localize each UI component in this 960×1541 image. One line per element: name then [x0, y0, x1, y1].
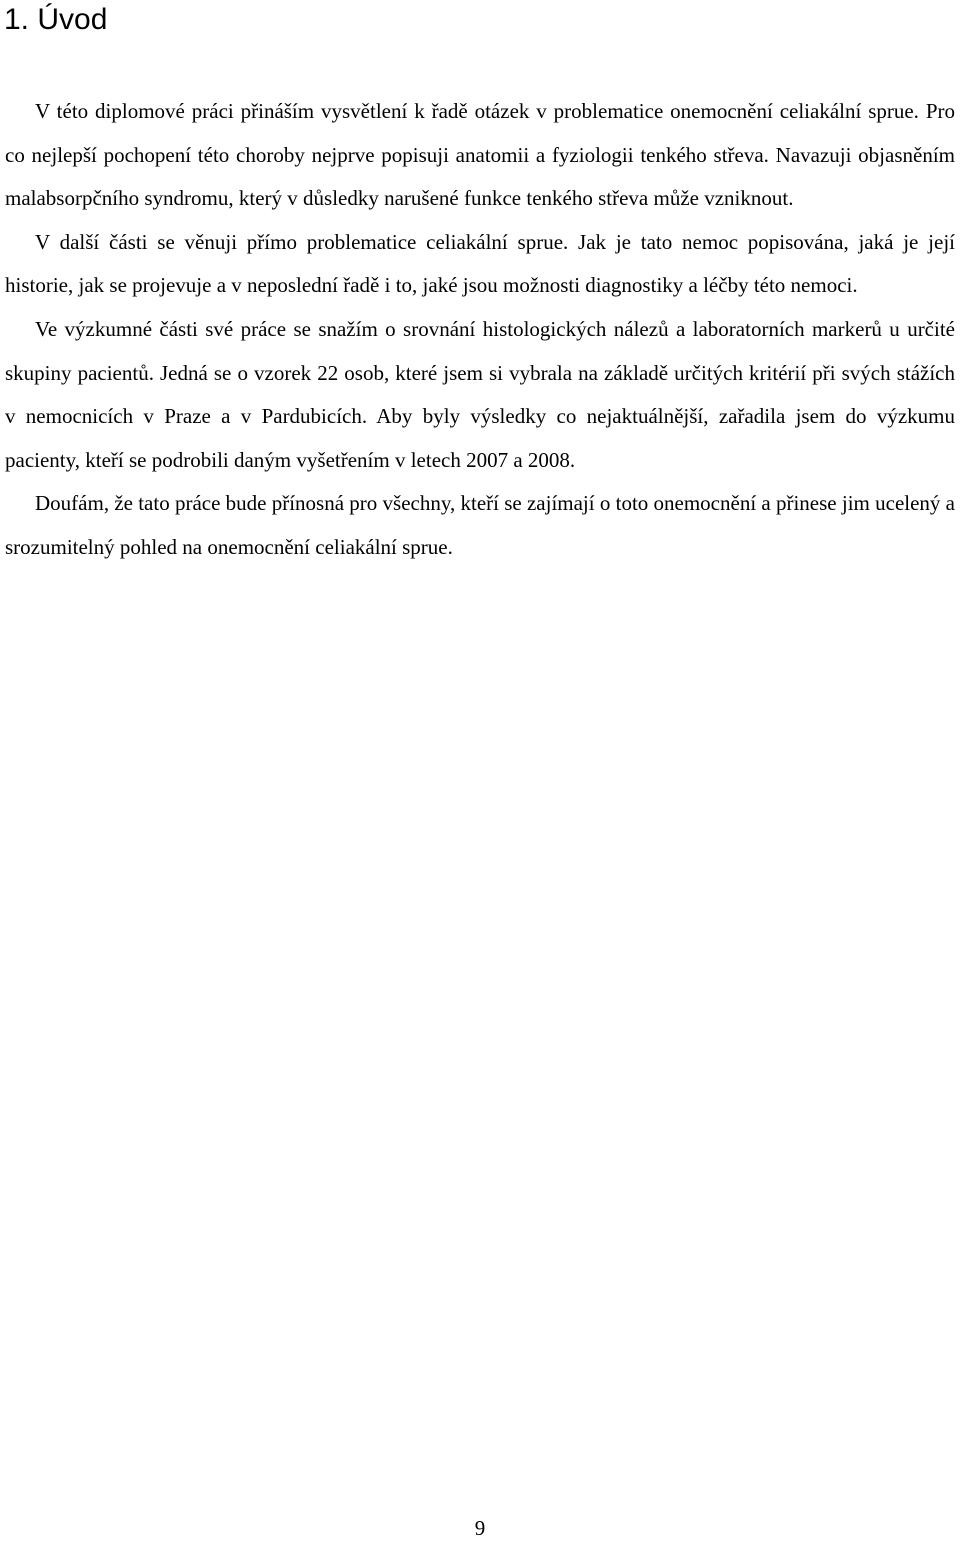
body-text: [5, 90, 955, 570]
paragraph-closing: Doufám, že tato práce bude přínosná pro všechny, kteří se zajímají o toto onemocnění a přinese jim ucelený a srozumitelný pohled na onemocnění celiakální sprue.: [5, 491, 955, 559]
chapter-heading: 1. Úvod: [4, 3, 108, 36]
paragraph-celiac-overview: V další části se věnuji přímo problematice celiakální sprue. Jak je tato nemoc popisována, jaká je její historie, jak se projevuje a v neposlední řadě i to, jaké jsou možnosti diagnostiky a léčby této nemoci.: [5, 229, 955, 298]
page-number: 9: [474, 1516, 486, 1540]
paragraph-intro: V této diplomové práci přináším vysvětlení k řadě otázek v problematice onemocnění celiakální sprue. Pro co nejlepší pochopení této choroby nejprve popisuji anatomii a fyziologii tenkého střeva. Navazuji objasněním malabsorpčního syndromu, který v důsledky narušené funkce tenkého střeva může vzniknout.: [5, 99, 955, 211]
paragraph-research: Ve výzkumné části své práce se snažím o srovnání histologických nálezů a laboratorních markerů u určité skupiny pacientů. Jedná se o vzorek 22 osob, které jsem si vybrala na základě určitých kritérií při svých stážích v nemocnicích v Praze a v Pardubicích. Aby byly výsledky co nejaktuálnější, zařadila jsem do výzkumu pacienty, kteří se podrobili daným vyšetřením v letech 2007 a 2008.: [5, 316, 955, 472]
